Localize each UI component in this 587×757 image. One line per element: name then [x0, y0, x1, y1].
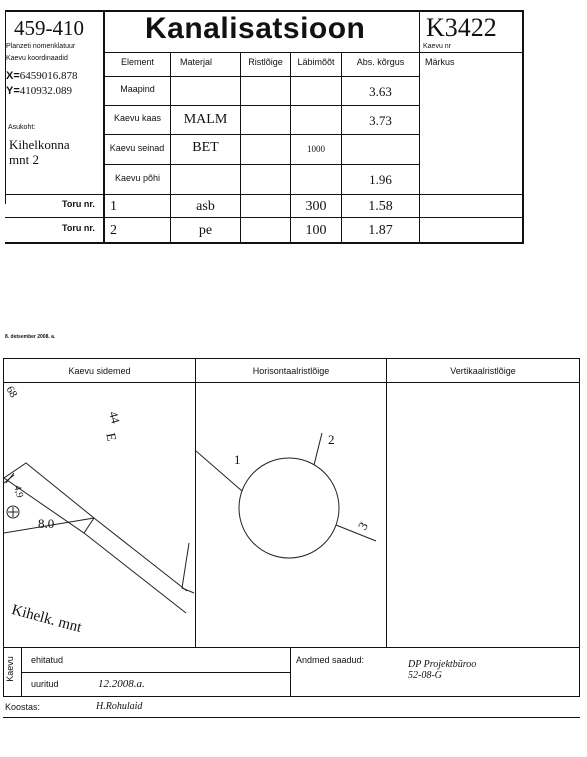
pipe-mark-3: 3: [354, 519, 371, 533]
date-note: 8. detsember 2008. a.: [5, 334, 56, 340]
row-labimoot: 1000: [307, 144, 325, 154]
koostas-label: Koostas:: [5, 702, 41, 712]
uuritud-value: 12.2008.a.: [98, 678, 145, 690]
address-line2: mnt 2: [9, 152, 39, 167]
mark-68: 68: [3, 384, 20, 400]
row-korgus: 1.96: [369, 172, 392, 187]
y-label: Y=: [6, 85, 20, 97]
side-label: Kaevu: [4, 656, 15, 682]
header-element: Element: [120, 57, 155, 67]
row-korgus: 3.63: [369, 84, 392, 99]
pipe-mark-2: 2: [328, 432, 335, 447]
well-caption: Kaevu nr: [423, 43, 452, 50]
koostas-value: H.Rohulaid: [96, 701, 143, 712]
panel-title-horisontaal: Horisontaalristlõige: [252, 366, 330, 376]
row-element: Kaevu seinad: [109, 143, 165, 153]
pipe-korgus: 1.87: [368, 223, 393, 238]
coordinates-caption: Kaevu koordinaadid: [6, 55, 68, 62]
andmed-line2: 52-08-G: [408, 670, 442, 681]
pipe-labimoot: 100: [305, 223, 327, 238]
header-abs-korgus: Abs. kõrgus: [356, 57, 405, 67]
page-title: Kanalisatsioon: [145, 12, 366, 45]
header-ristloige: Ristlõige: [248, 57, 283, 67]
pipe-label: Toru nr.: [62, 223, 95, 233]
x-label: X=: [6, 70, 20, 82]
sheet-caption: Planzeti nomenklatuur: [6, 43, 76, 50]
mark-80: 8.0: [38, 516, 55, 531]
y-value: 410932.089: [19, 85, 73, 97]
header-markus: Märkus: [425, 57, 455, 67]
uuritud-label: uuritud: [31, 679, 59, 689]
header-labimoot: Läbimõõt: [297, 57, 335, 67]
well-id: K3422: [426, 13, 497, 42]
pipe-korgus: 1.58: [368, 199, 393, 214]
pipe-label: Toru nr.: [62, 199, 95, 209]
pipe-nr: 1: [110, 199, 117, 214]
row-element: Kaevu kaas: [113, 113, 162, 123]
panel-title-vertikaal: Vertikaalristlõige: [450, 366, 516, 376]
pipe-mark-1: 1: [234, 452, 241, 467]
pipe-materjal: pe: [198, 223, 213, 238]
andmed-label: Andmed saadud:: [296, 655, 365, 665]
pipe-nr: 2: [110, 223, 117, 238]
sheet-number: 459-410: [14, 16, 84, 40]
address-caption: Asukoht:: [8, 124, 36, 131]
horizontal-section-sketch: [196, 383, 386, 647]
andmed-line1: DP Projektbüroo: [408, 659, 477, 670]
row-element: Kaevu põhi: [114, 173, 161, 183]
row-korgus: 3.73: [369, 113, 392, 128]
pipe-labimoot: 300: [305, 199, 327, 214]
ehitatud-label: ehitatud: [31, 655, 64, 665]
x-value: 6459016.878: [19, 70, 78, 82]
row-element: Maapind: [120, 84, 155, 94]
mark-49: 4,9: [11, 484, 26, 499]
row-materjal: BET: [192, 140, 219, 155]
row-materjal: MALM: [183, 112, 228, 127]
pipe-materjal: asb: [196, 199, 215, 214]
mark-44: 44: [106, 409, 123, 425]
address-line1: Kihelkonna: [9, 137, 70, 152]
y-coordinate: [6, 85, 72, 97]
panel-title-sidemed: Kaevu sidemed: [68, 366, 131, 376]
x-coordinate: [6, 70, 78, 82]
street-mark: Kihelk. mnt: [9, 602, 84, 637]
mark-e: E: [103, 431, 120, 443]
header-materjal: Materjal: [179, 57, 212, 67]
